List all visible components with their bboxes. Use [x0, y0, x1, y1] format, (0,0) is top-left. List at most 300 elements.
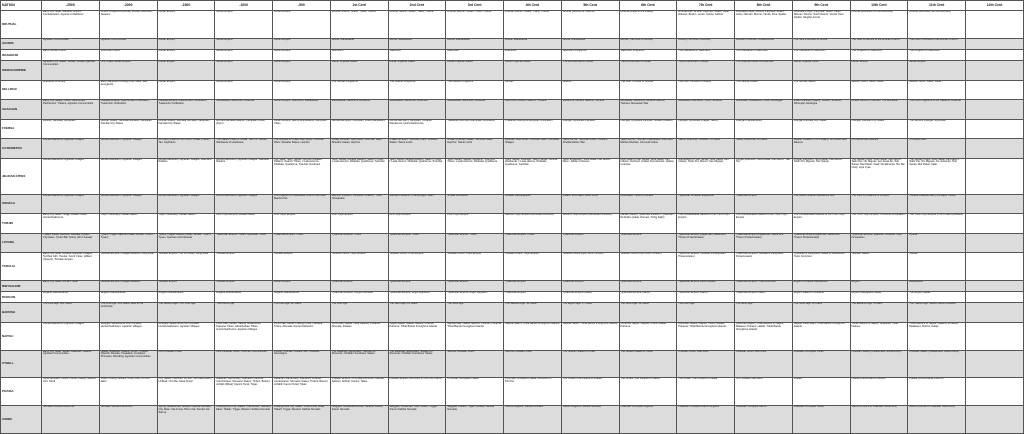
table-row: [1, 119, 1024, 138]
period-cell: Hunter/Gatherers; Agrarian Villages; Warband Raiders: [157, 158, 215, 194]
period-cell: The Fifth Age: [330, 303, 388, 322]
period-cell: Acoria (The Nine Provinces): [619, 38, 677, 49]
period-cell: The Raddhan Supremacy; Ceinsa Pol; Shounde; Cthellian Successor States: [330, 350, 388, 378]
period-cell: Hunter/Gatherers; Agrarian Villages: [99, 194, 157, 213]
period-cell: Xonacan Matriarchies (The Eight Tribes): [908, 194, 966, 213]
period-cell: City State: Tekhr Sanas; Northern Albakia Raiders; Naarch Tribes; L'Lada Hierms; Dhabala; Quahtoma; Tranzall; Gostinaut: [273, 158, 331, 194]
period-cell: Ch'overik/Taen Alliance: [850, 139, 908, 158]
period-cell: Ikrgoth Occupied Rebyashom: [792, 280, 850, 291]
period-cell: Kieran Empire; Marenihoi; Mahabassa: [273, 100, 331, 119]
period-cell: Hintran/Sahraka Alliance; Kampilani Cities (Ryer): [215, 119, 273, 138]
period-cell: Washoum: [388, 49, 446, 60]
period-cell: Seggata; Kaltiko; Trigan; Gutikat; Sahkta Nomads: [446, 406, 504, 434]
period-cell: The Kingdom of Washoum: [908, 49, 966, 60]
period-cell: Fulotllan Empire; Melchinhlam Civilization; Tuatemthn Civilization: [99, 100, 157, 119]
period-cell: [966, 406, 1024, 434]
period-cell: The Fourth Age: [215, 303, 273, 322]
period-cell: Ikrgoth States of Torteland: [792, 292, 850, 303]
period-cell: The Third Turjin Empire (The Three Dynasties): [908, 214, 966, 233]
period-cell: First Turjin Empire: [273, 214, 331, 233]
table-row: [1, 322, 1024, 350]
column-header-period: 7th Cent: [677, 1, 735, 11]
period-cell: [966, 253, 1024, 281]
nation-name-cell: NAPOLI: [1, 322, 42, 350]
nation-name-cell: BAROSH: [1, 303, 42, 322]
period-cell: The Legend of Frutetellaca; Rise of the Kalai Manitorchio: [273, 194, 331, 213]
period-cell: Kindric Kingdoms (Ivernar, Fenval, Leoched); Sarasus: [99, 11, 157, 39]
period-cell: Kieran Empire: [157, 11, 215, 39]
period-cell: Tysannian Empire; Brigin Migration: [446, 292, 504, 303]
column-header-period: 2nd Cent: [388, 1, 446, 11]
period-cell: Acoria; Mahabassa: [330, 38, 388, 49]
period-cell: Refugee Settlements from Fursalia; Hunter/Gatherers; Agrarian Villages: [157, 322, 215, 350]
period-cell: The Fifth Age: 22 Clans: [273, 303, 331, 322]
period-cell: Kieran Empire: [850, 61, 908, 80]
period-cell: Poasia: [792, 378, 850, 406]
period-cell: [966, 11, 1024, 39]
period-cell: Mamarch Alliance; Chane/Aypoz Wars: [388, 194, 446, 213]
period-cell: [966, 158, 1024, 194]
period-cell: Fuergan Syndicate Families: [561, 119, 619, 138]
period-cell: Tysannian Empire (New Capital): [677, 280, 735, 291]
period-cell: Tekhr Expansion; Sura Nekal; Kan Akorin; Wern; Jelidan Colonies: [561, 158, 619, 194]
period-cell: Taenti; Rolomnik; Khelitav; Ch'overik: [677, 139, 735, 158]
period-cell: The Clanlands of Washoum: [735, 49, 793, 60]
period-cell: Rebyashom: [908, 280, 966, 291]
period-cell: Asvenian Napoli; Napolic Tribes; Hakatir; Pohama; Tribal Bands throughout Islands: [677, 322, 735, 350]
period-cell: Hunter/Gatherers; Agrarian Villages; Warband Raiders: [215, 158, 273, 194]
period-cell: Acorian Provinces; United Acoria: [735, 38, 793, 49]
table-row: [1, 253, 1024, 281]
period-cell: The Jelidan Cities: Suso Nekal; Kan Akorin; Tekkr Pei; Nix Migoao; Ast Jossa Ec; Tekr Sanas; Mal Pakar; Vaalt: [908, 158, 966, 194]
period-cell: Spring Settlements; Western Sahkta Nomads; City State: Xal Amine; Rhun Xal; Xamiks Xal Sarma: [157, 406, 215, 434]
period-cell: Junata Unification: [446, 194, 504, 213]
period-cell: Kieran Imperial States: [388, 61, 446, 80]
period-cell: First Cthellian Union; Urivrnan Communities: [215, 350, 273, 378]
period-cell: Tysannian Empire: [504, 280, 562, 291]
column-header-period: 9th Cent: [792, 1, 850, 11]
table-row: [1, 49, 1024, 60]
period-cell: Tysannian Empire: [619, 233, 677, 252]
period-cell: The Archduchies of Kieran: [677, 61, 735, 80]
period-cell: Hintran Riders; Sahraka Nomads; Kampillan Familial City States: [157, 119, 215, 138]
period-cell: Fuergan Syndicate (Plague Years): [677, 119, 735, 138]
period-cell: [966, 38, 1024, 49]
column-header-nation: NATION: [1, 1, 42, 11]
nation-name-cell: POASIA: [1, 378, 42, 406]
period-cell: Hunter/Gatherers; Agrarian Villages: [157, 194, 215, 213]
period-cell: Tysannian Empire; Turjin Dominion: [735, 280, 793, 291]
period-cell: The Raddhan Supremacy; Sesau Pol; Shounde; Cthellian Successor States: [388, 350, 446, 378]
period-cell: Druthal: Moimir; Scalor; Yitere; Tritona: [330, 11, 388, 39]
period-cell: Tysannian Empire: [735, 194, 793, 213]
period-cell: The United True People of Poasia: [619, 378, 677, 406]
period-cell: [966, 233, 1024, 252]
period-cell: Cthellian Union; War Zone: [677, 350, 735, 378]
period-cell: Wanlands of Amegi: [42, 80, 100, 99]
period-cell: Tysannian Empire (Tsoulian & Kangnikan Protectorates): [735, 253, 793, 281]
nation-name-cell: TURJIN: [1, 214, 42, 233]
period-cell: The Nine Provinces of the Acorian Church: [850, 38, 908, 49]
period-cell: Agrarian Communities: [99, 38, 157, 49]
nation-name-cell: DURGUN: [1, 292, 42, 303]
period-cell: Lyrana: [908, 233, 966, 252]
period-cell: The Jelidan Cities: Suso Nekal; Kan Akorin; Tekkr Pei; Nix Migoao; Ast Jossa Ec; Tekr Sanas; Mal Pakar; Vaalt; Nu Ellmania; Nor Ma Utsip; Lojis Vyas: [850, 158, 908, 194]
period-cell: Turjin Theocracy; Kanaki Nation: [99, 214, 157, 233]
period-cell: Asvenian Napoli; Napolic Tribes; Hakati; Pohama: [619, 322, 677, 350]
period-cell: N'Baa; Arrikhan; Mah'Sana; Tubhman Wars; Sheathe States; Hep'Kor: [330, 139, 388, 158]
period-cell: Tsoulian Civics (Ojul; Guni; Omblur): [619, 253, 677, 281]
period-cell: Kellirac: [561, 80, 619, 99]
period-cell: Kellirac: [504, 80, 562, 99]
period-cell: Tsoulian Empire (The VII Areal); Kang Zikal: [157, 253, 215, 281]
period-cell: Nomadic Hunter/Fishermen: [42, 406, 100, 434]
period-cell: Druthal (Bulge of the Dukes): [619, 11, 677, 39]
period-cell: Napola Nation; Tribal Bands throughout Islands: [504, 322, 562, 350]
period-cell: Brigand Wanderlands: [99, 292, 157, 303]
period-cell: Washoum Kingdoms: [619, 49, 677, 60]
period-cell: Hunter/Gatherers; Agrarian Villages: [215, 194, 273, 213]
period-cell: [966, 61, 1024, 80]
period-cell: Tekhr Sanas; Nasset; Hedvenn; Sharpnik; Tribes; L'Lada Hierms; Dhabala; Quahtoma: [446, 158, 504, 194]
period-cell: Radahan Supremacy; Mandeshi Kendria; Cambohalus; Shuvanic States; Tirdeni; Bokuni; Achikili (Mikai); Kamini Tonal; Trijaic: [215, 378, 273, 406]
column-header-period: 10th Cent: [850, 1, 908, 11]
period-cell: Successors of Tekr Sanas; Sura Nekal; Kan Indows; Tekkr Pei; Moimir; Kan Migoao: [677, 158, 735, 194]
period-cell: Tysannian Empire; Tribes: [330, 233, 388, 252]
column-header-period: -2500: [42, 1, 100, 11]
column-header-period: -1500: [157, 1, 215, 11]
period-cell: Poasian Empire; Dominion in Kho Tax; Kamini: [388, 378, 446, 406]
period-cell: Tsoulian Civics; Turjin Empire: [388, 253, 446, 281]
period-cell: Hep'Kor Invasion; Kampilan Invasion; Turjin Occupation: [330, 194, 388, 213]
header-row: [1, 1, 1024, 11]
period-cell: Second Turjin Empire (Ashvinak Incursion): [561, 214, 619, 233]
table-row: [1, 406, 1024, 434]
period-cell: Druthal: Moimir; Scalor; Yitere; Tritona: [388, 11, 446, 39]
period-cell: Dai sai Bachyem; Kampilan; Kihari Wanderers: [330, 119, 388, 138]
period-cell: Tysani; Pagari Nations (Sisax; Brinas; Trusch; Tysan, Quenian and Idoreea): [157, 233, 215, 252]
table-row: [1, 194, 1024, 213]
period-cell: Mahabassa; Marenihoi; Ashanna: [388, 100, 446, 119]
period-cell: [966, 119, 1024, 138]
period-cell: Kieran Empire; Bachyreria Alliance; Kampilani Cities: [273, 119, 331, 138]
period-cell: Tysannian Empire (Zgannan; Habia and Trissen Protectorates): [792, 233, 850, 252]
period-cell: Washoum: [504, 49, 562, 60]
period-cell: Tysannian Empire; Zgannan; Nolbenu Turjin Occupation: [850, 233, 908, 252]
period-cell: The Kellirac Nation: [792, 80, 850, 99]
period-cell: Cthellian States (Collaborator Government): [850, 350, 908, 378]
period-cell: Poassian Occupied Kamin: [735, 406, 793, 434]
period-cell: Poholu; Urikhali; Khadok Sun; Cthellian Sovereigns: [273, 350, 331, 378]
period-cell: N'Baa; Arrikhan; Ratak; Tubhman Wars; Hep'Kor; Taenti Lords: [446, 139, 504, 158]
period-cell: Tsoulian States: [850, 253, 908, 281]
period-cell: Kieran Imperial States: [504, 61, 562, 80]
period-cell: Marenihoi; Ashanti Nations; Tiezana: [561, 100, 619, 119]
period-cell: The Second Fuergan Syndicate: [908, 119, 966, 138]
period-cell: Early Warlords of Amegi (City State: Mal Arenglesh): [99, 80, 157, 99]
period-cell: The United True People of Poasia: [561, 378, 619, 406]
period-cell: Xamin (Council of Poassian Governors): [850, 406, 908, 434]
period-cell: Hunter/Gatherers; Agrarian Villages: [42, 194, 100, 213]
period-cell: City States: Pelushel; Ko Min; Tar Mekhmikes; Urikhali; Ch'orlla; Ashat Kiwan: [157, 378, 215, 406]
column-header-period: -1000: [215, 1, 273, 11]
period-cell: Trasaham Bachyem/Kampilan Unification: [504, 119, 562, 138]
period-cell: The Walled Cities of N'Baa; Tezh-Ye Tesites; Warbands of Heshtolea: [215, 139, 273, 158]
period-cell: Acoria; Mahabassa: [504, 38, 562, 49]
period-cell: Tysannian Empire (GEW): [677, 292, 735, 303]
period-cell: Tysannian Empire; Tribes: [446, 233, 504, 252]
period-cell: Acoria; Mahabassa: [561, 38, 619, 49]
period-cell: The Four Thrones of Kellirac: [619, 80, 677, 99]
period-cell: The Sixth Age: [446, 303, 504, 322]
period-cell: Tysannian Empire: [504, 292, 562, 303]
period-cell: Kieran Empire: [273, 80, 331, 99]
period-cell: Hunter/Gatherers; Agrarian Villages: [42, 139, 100, 158]
period-cell: Fursi Kaki; Hakati Tribal Nations; Pohama; Abonala; Patatan: [330, 322, 388, 350]
period-cell: Trasaham Bachyem/Kampilan Unification: [446, 119, 504, 138]
period-cell: Hintran; Sahraka; Kampillan: [42, 119, 100, 138]
period-cell: The Twelfth Age; Seven Clans of Barosh: [908, 303, 966, 322]
column-header-period: -2000: [99, 1, 157, 11]
period-cell: Tysoulian & Kangnikan States of Revaunism; Turjin Dominion: [792, 253, 850, 281]
period-cell: Poassian Occupied Xamin: [792, 406, 850, 434]
period-cell: Kieran Empire: [157, 61, 215, 80]
period-cell: Kelthorian Clans: [99, 49, 157, 60]
period-cell: Tysannian Empire: [330, 280, 388, 291]
period-cell: The Eleventh Age: 9 Clans: [850, 303, 908, 322]
column-header-period: 11th Cent: [908, 1, 966, 11]
period-cell: Kanaki (Sofori) Tysannian Partition; Tysannian Rebellion (Jakai, Parvesi, Turhg Kajhi): [619, 214, 677, 233]
period-cell: Tysannian Empire; Tribes; Quensian Tribes: [215, 233, 273, 252]
period-cell: Kieran Imperial Union: [792, 61, 850, 80]
period-cell: The Third Turjin Empire; Ch'overik Occupation: [850, 214, 908, 233]
period-cell: Tribal Nations of Napoli; Hakahti; Pohama; Malaeseu; Fluthro; Kabijo: [908, 322, 966, 350]
period-cell: The Ikrgoth States: [908, 292, 966, 303]
period-cell: Tsoulian Empire: [215, 280, 273, 291]
period-cell: Kieran Empire: [215, 61, 273, 80]
period-cell: Tekhr Sanas; Albakia Raiders; Naarch Tribes; L'Lada Hierms; Dhabala; Quahtoma; Tushtdat: [388, 158, 446, 194]
period-cell: GREAT EASTERN WAR DOM: [561, 194, 619, 213]
period-cell: [966, 378, 1024, 406]
period-cell: The Four Thrones of Kellirac: [677, 80, 735, 99]
column-header-period: 3rd Cent: [446, 1, 504, 11]
period-cell: [966, 303, 1024, 322]
table-row: [1, 61, 1024, 80]
period-cell: The Kingdom of Washoum: [850, 49, 908, 60]
period-cell: Decimated Tribes of Xonaca: [619, 194, 677, 213]
period-cell: Tysannian Empire (GEW): [735, 292, 793, 303]
period-cell: Tysannian Empire (Tsoulian & Kangnikan Protectorates): [677, 253, 735, 281]
period-cell: Fursi Kaki; Kieran Trading Settlements; Patoana Tribes; Aboa/Ashatu Tribes; Hunter/Gatherers; Agrarian Villages: [215, 322, 273, 350]
column-header-period: 6th Cent: [619, 1, 677, 11]
period-cell: Acoria; Mahabassa: [388, 38, 446, 49]
period-cell: The Eighth Age: 17 Clans: [561, 303, 619, 322]
period-cell: Druthal (Reunified Ten Archduchies): [908, 11, 966, 39]
table-row: [1, 303, 1024, 322]
period-cell: Poasian Empire; Ch'orvaal Dominion; Harbau Nations; Akhbai; Kamini; Tijaku: [330, 378, 388, 406]
period-cell: Tysannian Empire (Zagannan; Habia and Trissen Protectorates): [735, 233, 793, 252]
period-cell: Ch'ehfian Occupied Poasia: [446, 378, 504, 406]
period-cell: Kieran Imperial States: [446, 61, 504, 80]
period-cell: Underground City States: Xhal Amine; Eikar; Tikkah; Trigga; Western Sahkta Nomads: [273, 406, 331, 434]
period-cell: Semi-Nomadic Tribes: Pohus; Urikuyi; Mwahli; Otis; Sardi: [42, 378, 100, 406]
period-cell: The Kellirac Kingdoms: [330, 80, 388, 99]
table-row: [1, 139, 1024, 158]
period-cell: Agrarian Communities: [42, 38, 100, 49]
period-cell: Tsoulian Empire: [215, 253, 273, 281]
column-header-period: -500: [273, 1, 331, 11]
period-cell: [966, 322, 1024, 350]
period-cell: Washoum: [330, 49, 388, 60]
period-cell: Mocassas; Marenihoi; Ashanti Nations; Tiezana; Mocassan War: [619, 100, 677, 119]
nation-name-cell: RIBYSAHOM: [1, 280, 42, 291]
period-cell: The Tenth Age: 10 Clans: [792, 303, 850, 322]
period-cell: Ch'ehfian Occupied Poasia; Dominion in Kho'Tax: [504, 378, 562, 406]
period-cell: The Sixth Age: 21 Clans: [388, 303, 446, 322]
period-cell: Brigand Wanderlands: [215, 292, 273, 303]
period-cell: Fursi Kaki; Kieran Trading Posts; Patoana Tribes; Abonala; Hunter/Gatherers: [273, 322, 331, 350]
period-cell: Tsoulian Empire; Kotagari Alliance; Kang Zikal: [99, 253, 157, 281]
period-cell: The Nine Provinces of Acoria: [792, 38, 850, 49]
period-cell: Agrarian City States; Vesilia; Grusia; Agrarian Communities: [42, 61, 100, 80]
period-cell: Druthalia Proper; Palymea; Scalor; Lisier; Dilturan; Moimir; North Moimir; Ventia; Pere Opaba; Niegtho Acoria: [792, 11, 850, 39]
period-cell: The Confederated Nations of the Third Turjin Empire: [735, 214, 793, 233]
period-cell: Taenti sa Nu; Tuhman Khalifarates; Zoel Wari; Mathei Khelitan; Ch'overik Clans: [619, 139, 677, 158]
period-cell: Tysannian Xonacan Expansion: [677, 194, 735, 213]
period-cell: Early City State: Turajji; Kanaki Tribes; Hunter/Gatherers: [42, 214, 100, 233]
period-cell: The Ninth Age: [677, 303, 735, 322]
period-cell: Nomadic Hunter/Fishermen: [99, 406, 157, 434]
nation-name-cell: TSOULIA: [1, 253, 42, 281]
period-cell: The Imperial Kieran Archduchies: [735, 61, 793, 80]
period-cell: Tysannian Empire: [561, 233, 619, 252]
table-row: [1, 38, 1024, 49]
period-cell: Tysani; Paxai; Kezoreti; Hussaid (Tysani Citystates, Tysani Bar Cities) (All in Kanak): [42, 233, 100, 252]
period-cell: Tsoulian Civics; Turjin Empire: [504, 253, 562, 281]
period-cell: Napoli Hakati; Hakati Nations; Polehaf; Pohama; Tribal Bands throughout Islands: [388, 322, 446, 350]
period-cell: Kieran Imperial States: [330, 61, 388, 80]
period-cell: Tysannian Empire; Brigin Migration: [388, 292, 446, 303]
period-cell: [966, 280, 1024, 291]
period-cell: The United True People of Poasia: [677, 378, 735, 406]
period-cell: The First Age: 50+ Clans: [42, 303, 100, 322]
period-cell: [966, 214, 1024, 233]
period-cell: Dai sa Bachyem; Kampilan; Tezarien Wanderers; Hintra Delicoursa: [388, 119, 446, 138]
period-cell: Napola Kaki; Hakati Nations; Polehaf; Pohama; Tribal Bands throughout Islands: [446, 322, 504, 350]
period-cell: Tysannian Empire; Tribes: [504, 233, 562, 252]
period-cell: The Great Xonacan Matriarchs War: [792, 194, 850, 213]
period-cell: Jackett; North; Kacer; Retal: [908, 80, 966, 99]
nation-name-cell: FUERSA: [1, 119, 42, 138]
period-cell: Second Cthellian Union: [446, 350, 504, 378]
nation-name-cell: AHACHAN: [1, 100, 42, 119]
period-cell: Druthal Rise: Acoria; Palymea; Scalor; Lisier; Dilturan; Brodm; Lexan; Garda; Sabran: [677, 11, 735, 39]
period-cell: [966, 49, 1024, 60]
table-row: [1, 378, 1024, 406]
period-cell: The Confederated Nations of the Third Turjin Empire: [677, 214, 735, 233]
period-cell: Hintran Riders; Sahraka Nomads; Kampillan Familial City States: [99, 119, 157, 138]
table-row: [1, 292, 1024, 303]
period-cell: Tysannian Empire: [388, 280, 446, 291]
nation-name-cell: DRUTHAL: [1, 11, 42, 39]
column-header-period: 4th Cent: [504, 1, 562, 11]
table-row: [1, 233, 1024, 252]
period-cell: Tekhr Sanas; Albakia Raiders; Naarch Tribes; L'Lada Hierms; Dhabala; Quahtoma; Tushtdat: [330, 158, 388, 194]
table-row: [1, 80, 1024, 99]
period-cell: Tysannian Empire (Zagannan; Habia and Trissen Protectorates): [677, 233, 735, 252]
period-cell: Cthellian States (Collaborator Government): [908, 350, 966, 378]
period-cell: Napola Nation; Tribal Bands throughout Islands: [561, 322, 619, 350]
column-header-period: 1st Cent: [330, 1, 388, 11]
period-cell: The Ninth Age: 12 Clans: [619, 303, 677, 322]
period-cell: The Archduchies of Kieran: [561, 61, 619, 80]
period-cell: The Clanlands of Washoum: [792, 49, 850, 60]
period-cell: Druthal (Council of Crowns): [561, 11, 619, 39]
period-cell: Early City State: Sesau; Raddhan; Muahe; Agrarian Communities: [42, 350, 100, 378]
period-cell: [966, 292, 1024, 303]
period-cell: Imach Mahoke (Ihalan); Kebtlot; Simanta; Ishtongal; Ashangee: [792, 100, 850, 119]
period-cell: Tysannian Empire: [619, 280, 677, 291]
period-cell: Jackett; North; Kacer; Retal: [850, 80, 908, 99]
period-cell: Kieran Empire: [908, 61, 966, 80]
period-cell: Tsoulian Civics; Turjin Empire: [330, 253, 388, 281]
period-cell: Purgari Ipsentum; Sura Nekal; Kan Akorin; Tekkr Pei; Migoao; Tekr Sanas: [792, 158, 850, 194]
period-cell: Poasia (Panichcarral Council): [908, 378, 966, 406]
period-cell: Arrikhan; Mah'Sena; Tubhman Wars; Krethelan Villages: [504, 139, 562, 158]
period-cell: The Kellirac Kingdoms: [388, 80, 446, 99]
period-cell: The Ninth Age: [735, 303, 793, 322]
period-cell: Druthalia Proper; Acoria; Palymea; Scalor; Lisier; Dilturan; Moimir; Ventia; Pere Opaba: [735, 11, 793, 39]
period-cell: First Turjin Empire: [446, 214, 504, 233]
period-cell: Fulotllan Empire; Melchinhlam Civilization; Tuatemthn Civilization: [157, 100, 215, 119]
period-cell: Early Kelthan Clans: [42, 49, 100, 60]
period-cell: Poasia (Panichcarral Council): [850, 378, 908, 406]
period-cell: The Archduchies of Kieran: [619, 61, 677, 80]
period-cell: Kieran Empire: [157, 80, 215, 99]
period-cell: The Clanlands of Washoum: [677, 49, 735, 60]
period-cell: Kieran Empire: [273, 61, 331, 80]
period-cell: Early City States: Fulotx; Melchindia; Pachamani; Traders; Agrarian Communities: [42, 100, 100, 119]
period-cell: Washoum: [446, 49, 504, 60]
period-cell: Tsoulia: [908, 253, 966, 281]
period-cell: Poassian Occupied Regions: [619, 406, 677, 434]
period-cell: The Jonit Pei Alliance of Xonaca: [850, 194, 908, 213]
table-row: [1, 158, 1024, 194]
period-cell: Xamini Regions; Sahkta Nomads: [561, 406, 619, 434]
period-cell: Brigand Wanderlands: [273, 292, 331, 303]
period-cell: Acoria (The Nine Provinces): [677, 38, 735, 49]
period-cell: Taenti sa Nu; Tubhman Wars; Crebikhi; Khelitan/Alturv War: [561, 139, 619, 158]
period-cell: United Lands of Imachan; The Mocassa: [850, 100, 908, 119]
nation-name-cell: XONACA: [1, 194, 42, 213]
period-cell: Acoria; Mahabassa: [446, 38, 504, 49]
period-cell: Brigand Wanderlands: [42, 292, 100, 303]
period-cell: The Houses of N'Baa; Mah'Sena; Tubhman Wars; Sheathe States; Hep'Kor: [273, 139, 331, 158]
period-cell: Tsoulian Empire: [273, 253, 331, 281]
period-cell: Brigand Wanderlands: [157, 292, 215, 303]
period-cell: The Sixteen States of Cthell: [619, 350, 677, 378]
period-cell: Ch'overik/Taen: [908, 139, 966, 158]
period-cell: Fuergan Familial City-States: [850, 119, 908, 138]
period-cell: Napolic Land Wars; Tribal Bands throughout Islands: [792, 322, 850, 350]
period-cell: Al Kharu (Cities of the Front); N'Baa, Charie, Tax; Kephtanis: [157, 139, 215, 158]
nation-name-cell: XAMIN: [1, 406, 42, 434]
period-cell: Cthellian Union; War Zone: [735, 350, 793, 378]
period-cell: First Turjin Empire; Kanaki Nation: [215, 214, 273, 233]
period-cell: Serggau; Vendetras Amthar; Sultara; Koinut; Xamin Nomads: [330, 406, 388, 434]
period-cell: First Cthellian Union: [157, 350, 215, 378]
period-cell: First Turjin Empire: [330, 214, 388, 233]
